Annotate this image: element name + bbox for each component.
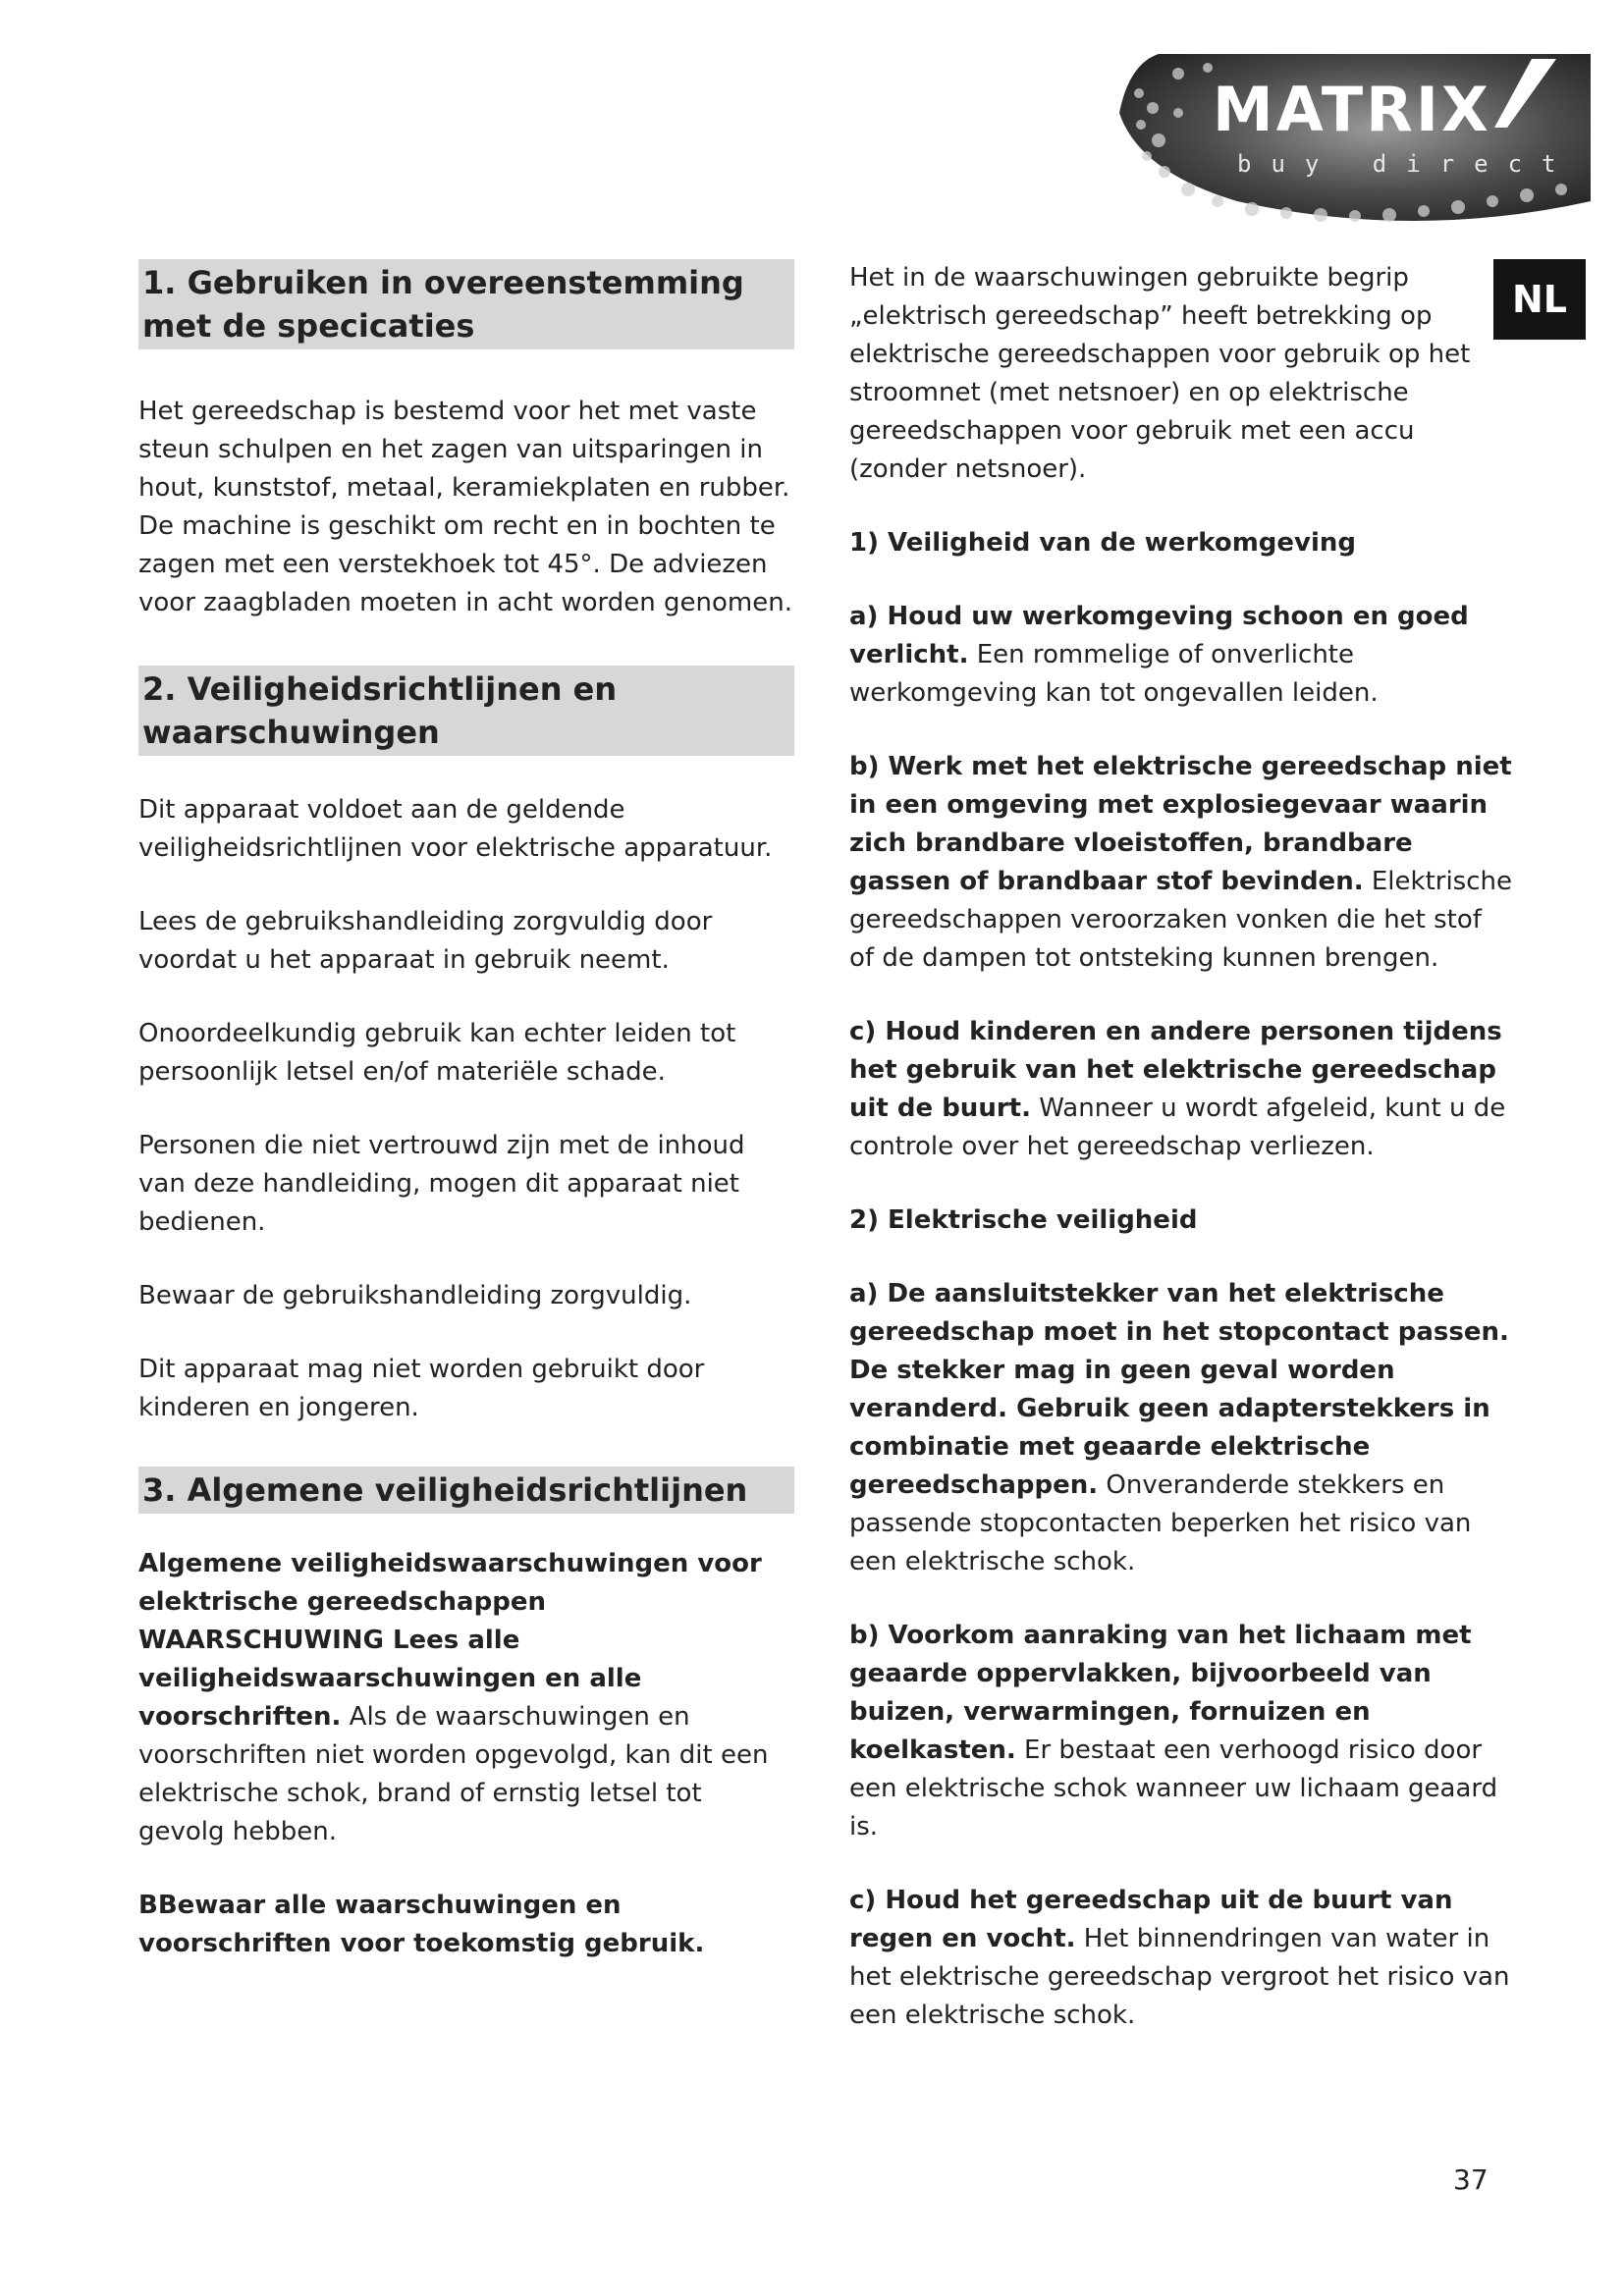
section-2-paragraph-2: Lees de gebruikshandleiding zorgvuldig door voordat u het apparaat in gebruik neemt. [138,907,713,975]
svg-text:buy direct: buy direct [1237,150,1576,178]
item-1a: a) Houd uw werkomgeving schoon en goed verlicht. Een rommelige of onverlichte werkomgeving kan tot ongevallen leiden. [849,602,1469,708]
section-1-paragraph-1: Het gereedschap is bestemd voor het met vaste steun schulpen en het zagen van uitsparingen in hout, kunststof, metaal, keramiekplaten en rubber. [138,397,790,503]
section-3-heading: 3. Algemene veiligheidsrichtlijnen [138,1467,794,1514]
right-column [849,259,1512,2035]
left-column [138,259,794,1963]
section-2-paragraph-6: Dit apparaat mag niet worden gebruikt door kinderen en jongeren. [138,1355,705,1422]
item-2c: c) Houd het gereedschap uit de buurt van regen en vocht. Het binnendringen van water in het elektrische gereedschap vergroot het risico van een elektrische schok. [849,1886,1510,2030]
matrix-logo [1119,54,1591,240]
section-2-paragraph-5: Bewaar de gebruikshandleiding zorgvuldig. [138,1281,692,1310]
section-3-warning [138,1545,794,1851]
section-2-paragraph-3: Onoordeelkundig gebruik kan echter leiden tot persoonlijk letsel en/of materiële schade. [138,1019,736,1087]
keep-instructions-note: BBewaar alle waarschuwingen en voorschriften voor toekomstig gebruik. [138,1891,705,1958]
section-2-heading: 2. Veiligheidsrichtlijnen en waarschuwingen [138,666,794,756]
intro-paragraph: Het in de waarschuwingen gebruikte begrip „elektrisch gereedschap” heeft betrekking op elektrische gereedschappen voor gebruik op het stroomnet (met netsnoer) en op elektrische gereedschappen voor gebruik met een accu (zonder netsnoer). [849,263,1471,484]
section-1-heading: 1. Gebruiken in overeenstemming met de specicaties [138,259,794,349]
warning-body-text: Als de waarschuwingen en voorschriften niet worden opgevolgd, kan dit een elektrische schok, brand of ernstig letsel tot gevolg hebben. [138,1702,769,1846]
item-1b: b) Werk met het elektrische gereedschap niet in een omgeving met explosiegevaar waarin zich brandbare vloeistoffen, brandbare gassen of brandbaar stof bevinden. Elektrische gereedschappen veroorzaken vonken die het stof of de dampen tot ontsteking kunnen brengen. [849,752,1512,973]
section-2-paragraph-4: Personen die niet vertrouwd zijn met de inhoud van deze handleiding, mogen dit apparaat niet bedienen. [138,1131,745,1237]
section-2-paragraph-1: Dit apparaat voldoet aan de geldende veiligheidsrichtlijnen voor elektrische apparatuur. [138,795,773,863]
item-2a: a) De aansluitstekker van het elektrische gereedschap moet in het stopcontact passen. De stekker mag in geen geval worden veranderd. Gebruik geen adapterstekkers in combinatie met geaarde elektrische gereedschappen. Onveranderde stekkers en passende stopcontacten beperken het risico van een elektrische schok. [849,1279,1509,1576]
language-badge: NL [1493,259,1586,340]
heading-work-environment: 1) Veiligheid van de werkomgeving [849,528,1357,558]
section-1-paragraph-2: De machine is geschikt om recht en in bochten te zagen met een verstekhoek tot 45°. De adviezen voor zaagbladen moeten in acht worden genomen. [138,511,792,617]
item-2b: b) Voorkom aanraking van het lichaam met geaarde oppervlakken, bijvoorbeeld van buizen, verwarmingen, fornuizen en koelkasten. Er bestaat een verhoogd risico door een elektrische schok wanneer uw lichaam geaard is. [849,1621,1498,1842]
svg-text:MATRIX: MATRIX [1213,74,1491,145]
heading-electrical-safety: 2) Elektrische veiligheid [849,1205,1198,1235]
item-1c: c) Houd kinderen en andere personen tijdens het gebruik van het elektrische gereedschap uit de buurt. Wanneer u wordt afgeleid, kunt u de controle over het gereedschap verliezen. [849,1017,1506,1161]
warning-bold-text: Algemene veiligheidswaarschuwingen voor elektrische gereedschappen WAARSCHUWING Lees alle veiligheidswaarschuwingen en alle voorschriften. [138,1549,762,1732]
page-number: 37 [1453,2163,1489,2196]
